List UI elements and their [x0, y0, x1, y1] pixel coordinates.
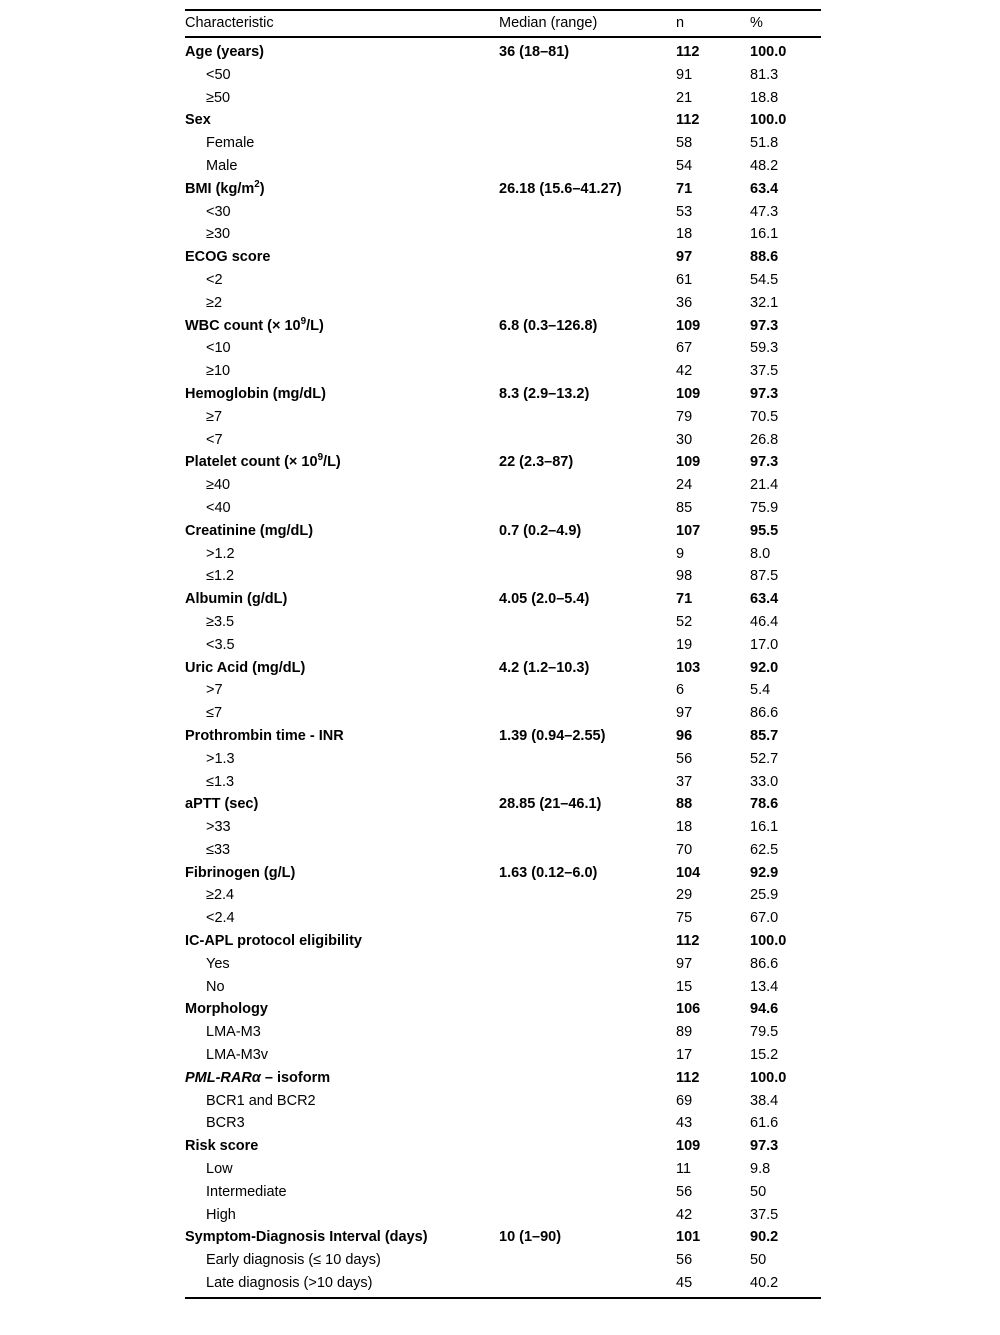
row-median-range: [499, 1181, 676, 1204]
row-percent-value: 26.8: [750, 431, 779, 448]
row-percent-value: 62.5: [750, 841, 779, 858]
row-n-value: 61: [676, 271, 693, 288]
row-median-range: [499, 64, 676, 87]
row-sub-label: ≥40: [206, 477, 231, 494]
row-n-value: 42: [676, 1206, 693, 1223]
row-percent-value: 25.9: [750, 887, 779, 904]
row-percent-value: 95.5: [750, 522, 779, 539]
row-median-range: [499, 998, 676, 1021]
row-n-value: 69: [676, 1092, 693, 1109]
row-sub-label: Intermediate: [206, 1183, 287, 1200]
row-sub-label: ≥2: [206, 294, 223, 311]
table-row: [185, 839, 821, 862]
row-median-range: 6.8 (0.3–126.8): [499, 317, 598, 334]
table-row: [185, 565, 821, 588]
row-percent-value: 97.3: [750, 317, 779, 334]
table-row: [185, 64, 821, 87]
row-median-range: [499, 1044, 676, 1067]
row-median-range: 8.3 (2.9–13.2): [499, 385, 590, 402]
row-median-range: 28.85 (21–46.1): [499, 796, 602, 813]
row-median-range: [499, 976, 676, 999]
row-n-value: 97: [676, 249, 693, 266]
row-median-range: [499, 907, 676, 930]
row-group-label: Symptom-Diagnosis Interval (days): [185, 1229, 428, 1246]
row-percent-value: 87.5: [750, 568, 779, 585]
table-row: [185, 1021, 821, 1044]
row-n-value: 36: [676, 294, 693, 311]
row-median-range: 4.2 (1.2–10.3): [499, 659, 590, 676]
row-median-range: [499, 565, 676, 588]
row-median-range: [499, 87, 676, 110]
row-sub-label: ≥2.4: [206, 887, 235, 904]
table-row: [185, 862, 821, 885]
row-median-range: [499, 406, 676, 429]
patient-characteristics-table: [185, 9, 821, 1299]
table-row: [185, 246, 821, 269]
row-n-value: 107: [676, 522, 701, 539]
row-percent-value: 37.5: [750, 363, 779, 380]
row-n-value: 42: [676, 363, 693, 380]
row-percent-value: 97.3: [750, 1138, 779, 1155]
table-row: [185, 976, 821, 999]
row-sub-label: ≥3.5: [206, 613, 235, 630]
row-n-value: 56: [676, 1183, 693, 1200]
row-percent-value: 21.4: [750, 477, 779, 494]
row-n-value: 6: [676, 682, 685, 699]
row-sub-label: <30: [206, 203, 231, 220]
row-n-value: 29: [676, 887, 693, 904]
row-n-value: 91: [676, 66, 693, 83]
row-median-range: [499, 611, 676, 634]
table-row: [185, 337, 821, 360]
row-group-label: Creatinine (mg/dL): [185, 522, 314, 539]
row-sub-label: No: [206, 978, 225, 995]
row-group-label: IC-APL protocol eligibility: [185, 933, 362, 950]
column-header-characteristic: Characteristic: [185, 15, 274, 31]
row-group-label: Prothrombin time - INR: [185, 727, 344, 744]
row-median-range: [499, 1204, 676, 1227]
row-percent-value: 59.3: [750, 340, 779, 357]
row-median-range: [499, 1249, 676, 1272]
row-median-range: [499, 1067, 676, 1090]
row-percent-value: 63.4: [750, 180, 779, 197]
row-percent-value: 75.9: [750, 499, 779, 516]
row-percent-value: 67.0: [750, 910, 779, 927]
row-n-value: 56: [676, 750, 693, 767]
row-median-range: [499, 702, 676, 725]
row-group-label: BMI $(kg/m^2)$: [185, 178, 265, 197]
row-sub-label: Male: [206, 157, 238, 174]
table-row: [185, 1067, 821, 1090]
row-n-value: 53: [676, 203, 693, 220]
row-median-range: [499, 1021, 676, 1044]
row-group-label: aPTT (sec): [185, 796, 259, 813]
row-n-value: 9: [676, 545, 685, 562]
row-sub-label: BCR1 and BCR2: [206, 1092, 316, 1109]
row-percent-value: 16.1: [750, 226, 779, 243]
row-n-value: 98: [676, 568, 693, 585]
table-row: [185, 292, 821, 315]
row-percent-value: 61.6: [750, 1115, 779, 1132]
row-n-value: 85: [676, 499, 693, 516]
row-median-range: [499, 953, 676, 976]
row-n-value: 112: [676, 44, 700, 60]
row-median-range: [499, 109, 676, 132]
row-group-label: ECOG score: [185, 249, 271, 266]
row-median-range: 0.7 (0.2–4.9): [499, 522, 582, 539]
row-n-value: 112: [676, 1069, 700, 1086]
row-sub-label: ≥7: [206, 408, 223, 425]
row-median-range: 4.05 (2.0–5.4): [499, 591, 590, 608]
row-percent-value: 86.6: [750, 705, 779, 722]
table-row: [185, 907, 821, 930]
row-n-value: 67: [676, 340, 693, 357]
row-sub-label: <2.4: [206, 910, 235, 927]
table-row: [185, 406, 821, 429]
table-row: [185, 748, 821, 771]
row-n-value: 109: [676, 1138, 701, 1155]
row-sub-label: ≥50: [206, 89, 231, 106]
row-percent-value: 94.6: [750, 1001, 779, 1018]
table-row: [185, 178, 821, 201]
row-sub-label: <3.5: [206, 636, 235, 653]
table-row: [185, 884, 821, 907]
row-percent-value: 54.5: [750, 271, 779, 288]
row-sub-label: <40: [206, 499, 231, 516]
table-row: [185, 1226, 821, 1249]
row-median-range: 22 (2.3–87): [499, 454, 574, 471]
row-median-range: [499, 155, 676, 178]
row-n-value: 112: [676, 933, 700, 950]
row-median-range: [499, 429, 676, 452]
row-sub-label: >1.3: [206, 750, 235, 767]
row-median-range: [499, 816, 676, 839]
row-median-range: [499, 839, 676, 862]
row-group-label: Albumin (g/dL): [185, 591, 288, 608]
row-n-value: 24: [676, 477, 693, 494]
row-n-value: 43: [676, 1115, 693, 1132]
row-percent-value: 97.3: [750, 454, 779, 471]
table-body: [185, 37, 821, 1298]
table-row: [185, 588, 821, 611]
row-median-range: [499, 360, 676, 383]
table-row: [185, 360, 821, 383]
row-median-range: [499, 1158, 676, 1181]
row-n-value: 88: [676, 796, 693, 813]
row-median-range: [499, 1112, 676, 1135]
table-row: [185, 429, 821, 452]
row-median-range: 36 (18–81): [499, 44, 570, 60]
row-n-value: 97: [676, 955, 693, 972]
row-percent-value: 100.0: [750, 1069, 787, 1086]
table-row: [185, 87, 821, 110]
row-group-label: WBC count (× $10^9/L$): [185, 315, 324, 334]
row-median-range: [499, 497, 676, 520]
row-group-label: Uric Acid (mg/dL): [185, 659, 306, 676]
table-row: [185, 543, 821, 566]
row-sub-label: BCR3: [206, 1115, 245, 1132]
row-sub-label: ≤1.2: [206, 568, 235, 585]
table-row: [185, 1044, 821, 1067]
row-percent-value: 9.8: [750, 1161, 771, 1178]
row-n-value: 11: [676, 1161, 692, 1178]
row-n-value: 109: [676, 317, 701, 334]
row-n-value: 70: [676, 841, 693, 858]
row-percent-value: 50: [750, 1252, 767, 1269]
table-row: [185, 269, 821, 292]
table-row: [185, 657, 821, 680]
row-n-value: 18: [676, 819, 693, 836]
table-row: [185, 634, 821, 657]
row-sub-label: LMA-M3v: [206, 1047, 269, 1064]
row-percent-value: 52.7: [750, 750, 779, 767]
row-median-range: [499, 269, 676, 292]
row-median-range: [499, 543, 676, 566]
row-sub-label: Early diagnosis (≤ 10 days): [206, 1252, 381, 1269]
row-sub-label: LMA-M3: [206, 1024, 261, 1041]
row-median-range: [499, 930, 676, 953]
column-header-percent: %: [750, 15, 763, 31]
row-median-range: [499, 132, 676, 155]
table-row: [185, 1249, 821, 1272]
row-n-value: 56: [676, 1252, 693, 1269]
row-n-value: 75: [676, 910, 693, 927]
row-group-label: Risk score: [185, 1138, 259, 1155]
row-percent-value: 92.0: [750, 659, 779, 676]
row-median-range: [499, 884, 676, 907]
row-median-range: [499, 679, 676, 702]
row-sub-label: >7: [206, 682, 223, 699]
row-median-range: [499, 1135, 676, 1158]
row-group-label: PML-RARα – isoform: [185, 1069, 331, 1086]
table-row: [185, 223, 821, 246]
row-median-range: 1.63 (0.12–6.0): [499, 864, 598, 881]
row-median-range: [499, 201, 676, 224]
table-row: [185, 611, 821, 634]
row-median-range: [499, 223, 676, 246]
row-percent-value: 100.0: [750, 112, 787, 129]
table-row: [185, 702, 821, 725]
row-percent-value: 85.7: [750, 727, 779, 744]
row-sub-label: Late diagnosis (>10 days): [206, 1275, 373, 1292]
row-percent-value: 86.6: [750, 955, 779, 972]
row-sub-label: ≤7: [206, 705, 223, 722]
row-n-value: 89: [676, 1024, 693, 1041]
row-sub-label: >33: [206, 819, 231, 836]
row-percent-value: 15.2: [750, 1047, 779, 1064]
table-row: [185, 451, 821, 474]
row-n-value: 21: [676, 89, 693, 106]
row-median-range: [499, 246, 676, 269]
row-percent-value: 16.1: [750, 819, 779, 836]
row-n-value: 17: [676, 1047, 693, 1064]
row-percent-value: 81.3: [750, 66, 779, 83]
row-percent-value: 40.2: [750, 1275, 779, 1292]
row-sub-label: Yes: [206, 955, 230, 972]
row-n-value: 30: [676, 431, 693, 448]
row-sub-label: <2: [206, 271, 223, 288]
row-n-value: 71: [676, 591, 693, 608]
row-percent-value: 90.2: [750, 1229, 779, 1246]
table-row: [185, 37, 821, 64]
row-n-value: 45: [676, 1275, 693, 1292]
row-group-label: Sex: [185, 112, 211, 129]
row-percent-value: 79.5: [750, 1024, 779, 1041]
table-row: [185, 793, 821, 816]
row-n-value: 52: [676, 613, 693, 630]
row-n-value: 96: [676, 727, 693, 744]
row-median-range: [499, 771, 676, 794]
row-n-value: 15: [676, 978, 693, 995]
table-header-row: [185, 10, 821, 37]
column-header-n: n: [676, 15, 685, 31]
table-row: [185, 155, 821, 178]
table-row: [185, 930, 821, 953]
row-median-range: 10 (1–90): [499, 1229, 562, 1246]
row-percent-value: 8.0: [750, 545, 771, 562]
table-row: [185, 497, 821, 520]
characteristics-table-container: [185, 9, 821, 1299]
row-sub-label: ≤1.3: [206, 773, 235, 790]
row-percent-value: 92.9: [750, 864, 779, 881]
row-median-range: 1.39 (0.94–2.55): [499, 727, 606, 744]
row-group-label: Morphology: [185, 1001, 268, 1018]
row-sub-label: <50: [206, 66, 231, 83]
row-sub-label: Female: [206, 135, 255, 152]
row-percent-value: 88.6: [750, 249, 779, 266]
table-row: [185, 725, 821, 748]
table-row: [185, 315, 821, 338]
table-row: [185, 1181, 821, 1204]
table-row: [185, 109, 821, 132]
row-sub-label: High: [206, 1206, 236, 1223]
row-group-label: Hemoglobin (mg/dL): [185, 385, 326, 402]
row-median-range: 26.18 (15.6–41.27): [499, 180, 622, 197]
row-percent-value: 51.8: [750, 135, 779, 152]
row-n-value: 54: [676, 157, 693, 174]
row-n-value: 71: [676, 180, 693, 197]
row-median-range: [499, 337, 676, 360]
row-sub-label: <10: [206, 340, 231, 357]
table-row: [185, 1204, 821, 1227]
row-group-label: Age (years): [185, 44, 264, 60]
row-n-value: 109: [676, 454, 701, 471]
table-row: [185, 1135, 821, 1158]
table-row: [185, 1112, 821, 1135]
row-percent-value: 78.6: [750, 796, 779, 813]
table-row: [185, 816, 821, 839]
row-sub-label: <7: [206, 431, 223, 448]
table-row: [185, 771, 821, 794]
row-percent-value: 47.3: [750, 203, 779, 220]
row-n-value: 97: [676, 705, 693, 722]
row-sub-label: ≥10: [206, 363, 231, 380]
row-percent-value: 13.4: [750, 978, 779, 995]
row-percent-value: 70.5: [750, 408, 779, 425]
row-sub-label: ≥30: [206, 226, 231, 243]
table-row: [185, 998, 821, 1021]
row-median-range: [499, 474, 676, 497]
row-percent-value: 17.0: [750, 636, 779, 653]
table-header: [185, 10, 821, 37]
column-header-median-range: Median (range): [499, 15, 598, 31]
row-percent-value: 38.4: [750, 1092, 779, 1109]
table-row: [185, 520, 821, 543]
row-median-range: [499, 634, 676, 657]
row-n-value: 104: [676, 864, 701, 881]
row-percent-value: 33.0: [750, 773, 779, 790]
row-n-value: 106: [676, 1001, 701, 1018]
row-median-range: [499, 1272, 676, 1298]
row-median-range: [499, 292, 676, 315]
row-n-value: 19: [676, 636, 693, 653]
row-n-value: 18: [676, 226, 693, 243]
row-sub-label: ≤33: [206, 841, 231, 858]
table-row: [185, 201, 821, 224]
row-n-value: 79: [676, 408, 693, 425]
row-n-value: 37: [676, 773, 693, 790]
row-n-value: 101: [676, 1229, 701, 1246]
row-group-label: Fibrinogen (g/L): [185, 864, 296, 881]
row-n-value: 112: [676, 112, 700, 129]
table-row: [185, 1158, 821, 1181]
table-row: [185, 1090, 821, 1113]
row-percent-value: 63.4: [750, 591, 779, 608]
row-n-value: 58: [676, 135, 693, 152]
row-median-range: [499, 1090, 676, 1113]
row-percent-value: 46.4: [750, 613, 779, 630]
row-n-value: 109: [676, 385, 701, 402]
row-percent-value: 100.0: [750, 933, 787, 950]
table-row: [185, 474, 821, 497]
table-row: [185, 953, 821, 976]
table-row: [185, 132, 821, 155]
row-sub-label: >1.2: [206, 545, 235, 562]
row-percent-value: 5.4: [750, 682, 771, 699]
row-sub-label: Low: [206, 1161, 233, 1178]
row-percent-value: 32.1: [750, 294, 779, 311]
row-percent-value: 100.0: [750, 44, 787, 60]
table-row: [185, 383, 821, 406]
row-percent-value: 37.5: [750, 1206, 779, 1223]
table-row: [185, 1272, 821, 1298]
row-percent-value: 97.3: [750, 385, 779, 402]
row-percent-value: 48.2: [750, 157, 779, 174]
row-group-label: Platelet count (× $10^9/L$): [185, 452, 341, 471]
row-median-range: [499, 748, 676, 771]
table-row: [185, 679, 821, 702]
row-percent-value: 18.8: [750, 89, 779, 106]
row-percent-value: 50: [750, 1183, 767, 1200]
row-n-value: 103: [676, 659, 701, 676]
